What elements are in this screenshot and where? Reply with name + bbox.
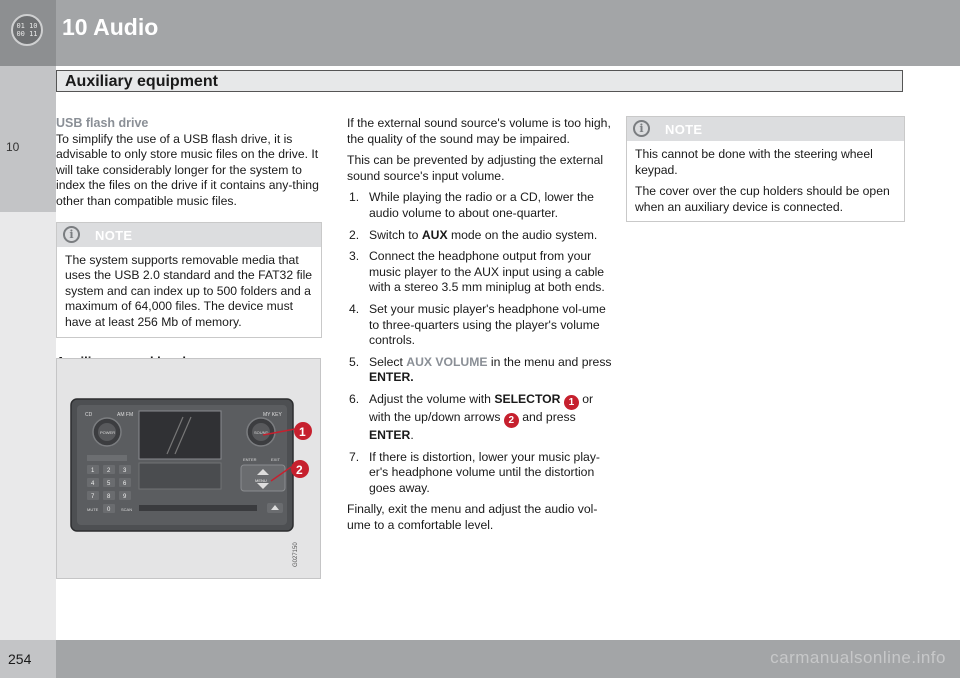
step-text: and press xyxy=(518,409,576,424)
label-cd: CD xyxy=(85,412,93,418)
cd-slot-area xyxy=(139,463,221,489)
label-exit: EXIT xyxy=(271,457,280,462)
step-6 xyxy=(347,392,615,444)
chapter-title: 10 Audio xyxy=(62,14,159,40)
note-body xyxy=(627,141,904,221)
section-title: Auxiliary equipment xyxy=(65,73,218,90)
step-text: Switch to xyxy=(369,227,422,242)
label-amfm: AM FM xyxy=(117,412,134,418)
note-text-2: The cover over the cup holders should be open when an auxiliary device is connected. xyxy=(635,184,890,214)
side-tab-chapter-number: 10 xyxy=(6,140,20,154)
column-left xyxy=(56,116,322,369)
key-label-4: 4 xyxy=(91,481,95,487)
step-3 xyxy=(347,249,615,296)
key-label-1: 1 xyxy=(91,468,95,474)
figure-code: G027150 xyxy=(293,542,299,567)
callout-label-1: 1 xyxy=(299,425,306,439)
audio-panel-figure xyxy=(56,358,321,579)
audio-panel-illustration xyxy=(57,359,320,578)
step-number: 7. xyxy=(349,449,360,464)
step-text: or with the up/down arrows xyxy=(369,391,594,424)
label-mute: MUTE xyxy=(87,507,99,512)
callout-label-2: 2 xyxy=(296,463,303,477)
note-box-aux xyxy=(626,116,905,222)
side-rail xyxy=(0,212,56,640)
label-scan: SCAN xyxy=(121,507,133,512)
usb-paragraph: To simplify the use of a USB flash drive, it is advisable to only store music files on the drive. It will take considerably longer for the system to index the files on the drive if it contains any-thing other than compatible music files. xyxy=(56,131,319,208)
note-header xyxy=(57,223,321,247)
step-text: Set your music player's headphone vol-ume to three-quarters using the player's volume controls. xyxy=(369,301,606,348)
cd-icon xyxy=(11,14,43,46)
callout-badge-inline-1: 1 xyxy=(564,395,579,410)
section-title-box xyxy=(56,70,903,92)
step-text: mode on the audio system. xyxy=(447,227,598,242)
side-tab xyxy=(0,66,56,212)
key-label-3: 3 xyxy=(123,468,127,474)
steps-list xyxy=(347,190,615,496)
key-label-5: 5 xyxy=(107,481,111,487)
step-number: 5. xyxy=(349,354,360,369)
note-text: The system supports removable media that uses the USB 2.0 standard and the FAT32 file system and can index up to 500 folders and a maximum of 64,000 files. The device must have at least 256 Mb of memory. xyxy=(65,252,313,329)
enter-term: ENTER. xyxy=(369,370,414,385)
enter-term: ENTER xyxy=(369,427,411,442)
cd-icon-text: 01 10 00 11 xyxy=(16,22,38,38)
callout-badge-inline-2: 2 xyxy=(504,413,519,428)
step-number: 3. xyxy=(349,249,360,264)
page-number: 254 xyxy=(8,651,32,667)
step-text: While playing the radio or a CD, lower the audio volume to about one-quarter. xyxy=(369,190,594,220)
step-text: Connect the headphone output from your music player to the AUX input using a cable with a stereo 3.5 mm miniplug at both ends. xyxy=(369,249,605,295)
label-menu: MENU xyxy=(255,478,267,483)
note-box-usb xyxy=(56,222,322,338)
step-7 xyxy=(347,450,615,497)
column-right xyxy=(626,116,905,222)
label-sound: SOUND xyxy=(254,430,269,435)
note-label: NOTE xyxy=(95,227,133,243)
label-enter: ENTER xyxy=(243,457,257,462)
step-number: 4. xyxy=(349,301,360,316)
step-number: 6. xyxy=(349,391,360,406)
intro-paragraph-2: This can be prevented by adjusting the external sound source's input volume. xyxy=(347,153,604,183)
key-label-8: 8 xyxy=(107,494,111,500)
usb-heading: USB flash drive xyxy=(56,116,149,130)
label-mylist: MY KEY xyxy=(263,412,282,418)
watermark: carmanualsonline.info xyxy=(770,648,946,667)
note-header xyxy=(627,117,904,141)
column-middle xyxy=(347,116,615,539)
selector-term: SELECTOR xyxy=(494,391,561,406)
step-2 xyxy=(347,228,615,244)
key-label-2: 2 xyxy=(107,468,111,474)
aux-mode-term: AUX xyxy=(421,227,448,242)
key-label-0: 0 xyxy=(107,507,111,513)
key-label-7: 7 xyxy=(91,494,95,500)
outro-paragraph: Finally, exit the menu and adjust the audio vol-ume to a comfortable level. xyxy=(347,502,598,532)
menu-item-aux-volume: AUX VOLUME xyxy=(406,354,488,369)
step-text: Adjust the volume with xyxy=(369,391,495,406)
intro-paragraph-1: If the external sound source's volume is too high, the quality of the sound may be impaired. xyxy=(347,116,611,146)
step-text: Select xyxy=(369,354,407,369)
step-5 xyxy=(347,355,615,386)
step-text: . xyxy=(410,427,414,442)
info-icon: i xyxy=(63,226,80,243)
display-screen xyxy=(139,411,221,459)
step-number: 1. xyxy=(349,190,360,205)
key-label-6: 6 xyxy=(123,481,127,487)
cd-slot xyxy=(139,505,257,511)
key-label-9: 9 xyxy=(123,494,127,500)
step-text: If there is distortion, lower your music play-er's headphone volume until the distortion goes away. xyxy=(369,449,600,495)
seek-buttons xyxy=(87,455,127,461)
step-number: 2. xyxy=(349,227,360,242)
info-icon: i xyxy=(633,120,650,137)
label-power: POWER xyxy=(100,430,116,435)
step-text: in the menu and press xyxy=(487,354,612,369)
note-text-1: This cannot be done with the steering wheel keypad. xyxy=(635,147,873,177)
step-4 xyxy=(347,302,615,349)
step-1 xyxy=(347,190,615,221)
note-label: NOTE xyxy=(665,122,703,137)
chapter-icon-tab xyxy=(0,0,56,66)
